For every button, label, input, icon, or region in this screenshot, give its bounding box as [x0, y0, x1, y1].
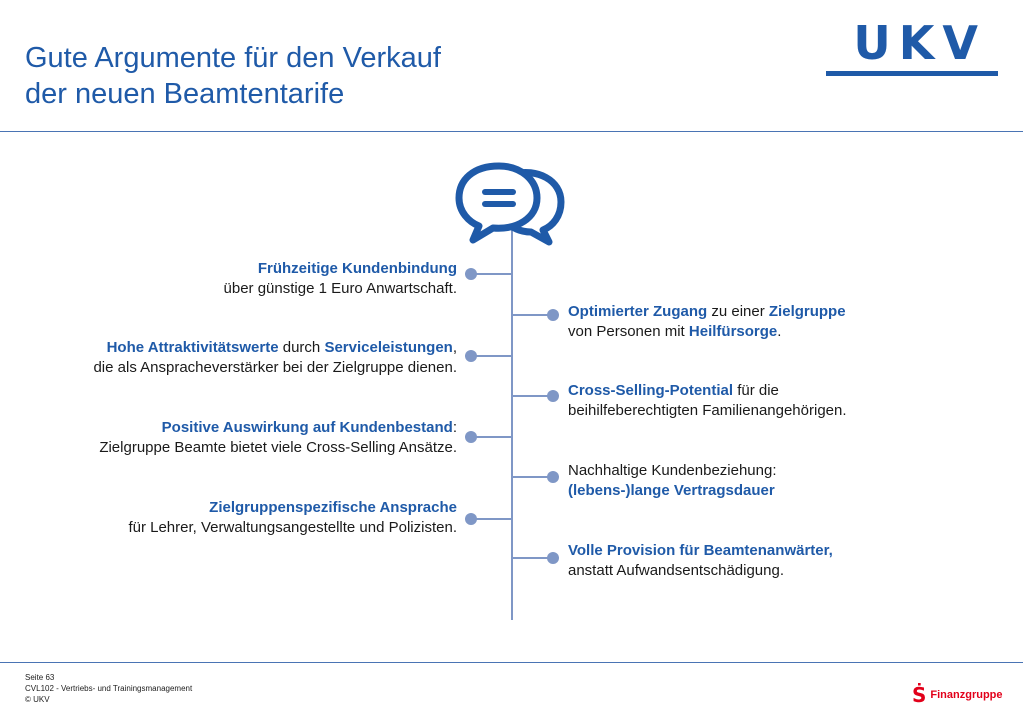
dot-left-2	[465, 350, 477, 362]
ukv-logo-text: UKV	[853, 16, 986, 70]
argument-left-1-line1	[224, 259, 457, 279]
highlight-text: Optimierter Zugang	[568, 303, 708, 320]
highlight-text: Zielgruppe	[768, 303, 846, 320]
highlight-text: Volle Provision für Beamtenanwärter,	[568, 542, 833, 559]
dot-left-1	[465, 268, 477, 280]
body-text: für die	[733, 382, 779, 399]
argument-right-4-line1	[568, 541, 833, 561]
highlight-text: Cross-Selling-Potential	[568, 382, 734, 399]
argument-left-2-line1	[93, 338, 457, 358]
argument-right-4-line2	[568, 561, 833, 581]
body-text: .	[777, 323, 782, 340]
speech-bubbles-icon	[455, 160, 567, 246]
body-text: beihilfeberechtigten Familienangehörigen.	[568, 402, 847, 419]
highlight-text: Frühzeitige Kundenbindung	[257, 260, 457, 277]
finanzgruppe-logo	[912, 685, 1003, 705]
body-text: von Personen mit	[568, 323, 689, 340]
highlight-text: Zielgruppenspezifische Ansprache	[209, 499, 457, 516]
argument-left-3	[99, 418, 457, 458]
dot-right-4	[547, 552, 559, 564]
argument-right-3-line1	[568, 461, 777, 481]
highlight-text: (lebens-)lange Vertragsdauer	[568, 482, 775, 499]
argument-left-4	[128, 498, 457, 538]
dot-left-4	[465, 513, 477, 525]
argument-right-2-line2	[568, 401, 847, 421]
body-text: anstatt Aufwandsentschädigung.	[568, 562, 784, 579]
argument-right-1-line2	[568, 322, 846, 342]
title-line-1: Gute Argumente für den Verkauf	[25, 42, 441, 74]
highlight-text: Hohe Attraktivitätswerte	[106, 339, 279, 356]
highlight-text: Heilfürsorge	[688, 323, 778, 340]
argument-right-1-line1	[568, 302, 846, 322]
argument-right-4	[568, 541, 833, 581]
body-text: zu einer	[707, 303, 769, 320]
dot-right-1	[547, 309, 559, 321]
argument-left-3-line1	[99, 418, 457, 438]
argument-right-1	[568, 302, 846, 342]
footer-course: CVL102 - Vertriebs- und Trainingsmanagement	[25, 684, 193, 693]
highlight-text: Serviceleistungen	[324, 339, 453, 356]
argument-right-3-line2	[568, 481, 777, 501]
sparkasse-s-icon: Ṡ	[912, 683, 927, 707]
highlight-text: Positive Auswirkung auf Kundenbestand	[161, 419, 453, 436]
footer-divider	[0, 662, 1023, 663]
argument-right-2	[568, 381, 847, 421]
footer-copyright: © UKV	[25, 695, 50, 704]
argument-left-2-line2: die als Anspracheverstärker bei der Zielgruppe dienen.	[93, 359, 457, 376]
body-text: ,	[452, 339, 457, 356]
body-text: :	[452, 419, 457, 436]
argument-right-3	[568, 461, 777, 501]
argument-left-4-line2: für Lehrer, Verwaltungsangestellte und Polizisten.	[128, 519, 457, 536]
argument-left-1-line2: über günstige 1 Euro Anwartschaft.	[223, 280, 457, 297]
argument-left-4-line1	[128, 498, 457, 518]
argument-left-1	[224, 259, 457, 299]
body-text: durch	[278, 339, 325, 356]
footer-page-number: Seite 63	[25, 673, 55, 682]
title-line-2: der neuen Beamtentarife	[25, 78, 345, 110]
argument-right-2-line1	[568, 381, 847, 401]
body-text: Nachhaltige Kundenbeziehung:	[568, 462, 777, 479]
finanzgruppe-logo-text: Finanzgruppe	[930, 689, 1003, 701]
argument-left-3-line2: Zielgruppe Beamte bietet viele Cross-Selling Ansätze.	[99, 439, 457, 456]
argument-left-2	[93, 338, 457, 378]
footer	[25, 672, 192, 705]
dot-right-3	[547, 471, 559, 483]
dot-left-3	[465, 431, 477, 443]
dot-right-2	[547, 390, 559, 402]
